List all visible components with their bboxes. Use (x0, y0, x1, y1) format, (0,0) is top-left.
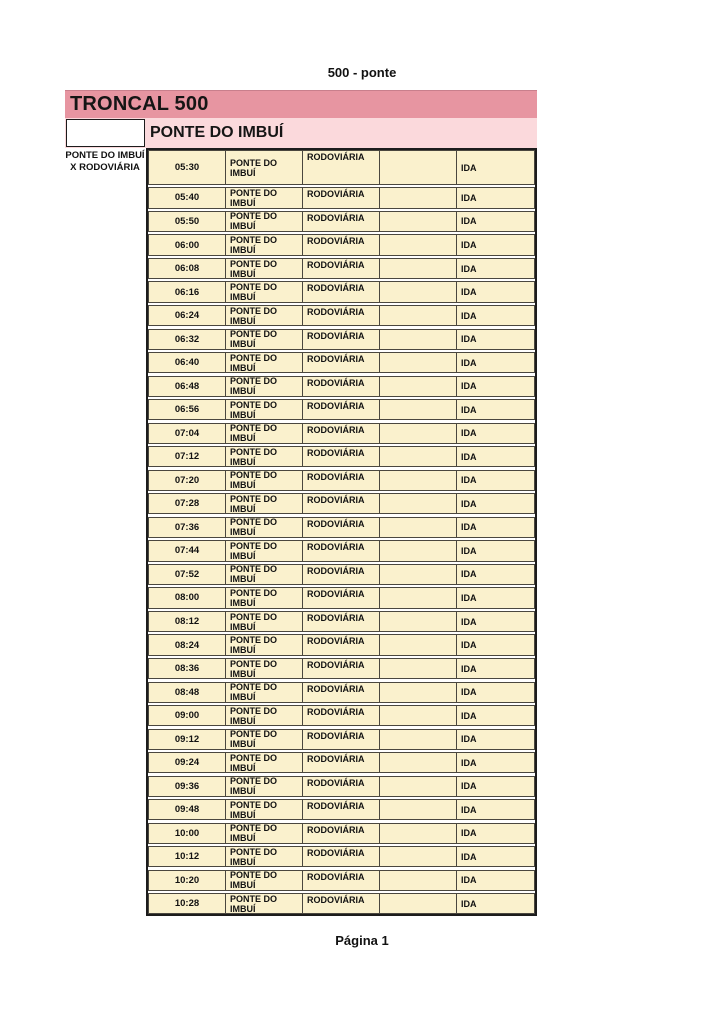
direction-cell: IDA (461, 240, 477, 250)
origin-cell: PONTE DO IMBUÍ (226, 151, 303, 184)
departure-time-cell: 06:08 (149, 259, 226, 278)
schedule-row (148, 352, 535, 373)
origin-cell: PONTE DO IMBUÍ (226, 306, 303, 325)
empty-cell (380, 424, 457, 443)
empty-cell (380, 447, 457, 466)
schedule-row (148, 258, 535, 279)
direction-cell: IDA (461, 263, 477, 274)
direction-cell: IDA (461, 710, 477, 721)
empty-cell (380, 306, 457, 325)
direction-cell: IDA (461, 804, 477, 815)
departure-time-cell: 08:48 (149, 683, 226, 702)
destination-cell: RODOVIÁRIA (303, 635, 380, 654)
departure-time-cell: 08:36 (149, 659, 226, 678)
direction-cell: IDA (461, 475, 477, 486)
schedule-row (148, 211, 535, 232)
destination-cell: RODOVIÁRIA (303, 894, 380, 913)
origin-cell: PONTE DO IMBUÍ (226, 683, 303, 702)
direction-cell: IDA (461, 781, 477, 792)
departure-time-cell: 06:16 (149, 282, 226, 301)
direction-cell: IDA (461, 404, 477, 415)
destination-cell: RODOVIÁRIA (303, 518, 380, 537)
empty-cell (380, 151, 457, 184)
departure-time-cell: 06:48 (149, 377, 226, 396)
empty-cell (380, 824, 457, 843)
origin-cell: PONTE DO IMBUÍ (226, 635, 303, 654)
schedule-row (148, 705, 535, 726)
departure-time-cell: 09:24 (149, 753, 226, 772)
destination-cell: RODOVIÁRIA (303, 730, 380, 749)
direction-cell: IDA (461, 428, 477, 439)
schedule-row (148, 799, 535, 820)
line-title-bar (65, 90, 537, 118)
destination-cell: RODOVIÁRIA (303, 800, 380, 819)
schedule-row (148, 658, 535, 679)
empty-corner-cell (66, 119, 145, 147)
departure-time-cell: 05:40 (149, 188, 226, 207)
departure-time-cell: 10:28 (149, 894, 226, 913)
origin-cell: PONTE DO IMBUÍ (226, 730, 303, 749)
empty-cell (380, 612, 457, 631)
direction-cell: IDA (461, 287, 477, 298)
schedule-row (148, 281, 535, 302)
departure-time-cell: 10:12 (149, 847, 226, 866)
departure-time-cell: 06:56 (149, 400, 226, 419)
departure-time-cell: 09:48 (149, 800, 226, 819)
empty-cell (380, 753, 457, 772)
destination-cell: RODOVIÁRIA (303, 847, 380, 866)
empty-cell (380, 494, 457, 513)
page-footer: Página 1 (335, 933, 389, 948)
destination-cell: RODOVIÁRIA (303, 824, 380, 843)
schedule-row (148, 493, 535, 514)
departure-time-cell: 05:30 (149, 151, 226, 184)
direction-cell: IDA (461, 192, 477, 203)
departure-time-cell: 06:24 (149, 306, 226, 325)
empty-cell (380, 471, 457, 490)
schedule-row (148, 823, 535, 844)
origin-cell: PONTE DO IMBUÍ (226, 612, 303, 631)
direction-cell: IDA (461, 898, 477, 909)
empty-cell (380, 541, 457, 560)
direction-cell: IDA (461, 162, 477, 173)
empty-cell (380, 730, 457, 749)
origin-cell: PONTE DO IMBUÍ (226, 565, 303, 584)
direction-cell: IDA (461, 757, 477, 768)
destination-cell: RODOVIÁRIA (303, 612, 380, 631)
schedule-row (148, 517, 535, 538)
schedule-row (148, 234, 535, 255)
schedule-row (148, 329, 535, 350)
destination-cell: RODOVIÁRIA (303, 588, 380, 607)
schedule-row (148, 470, 535, 491)
origin-cell: PONTE DO IMBUÍ (226, 235, 303, 254)
origin-cell: PONTE DO IMBUÍ (226, 400, 303, 419)
departure-time-cell: 07:04 (149, 424, 226, 443)
schedule-row (148, 752, 535, 773)
page-header-title: 500 - ponte (327, 65, 397, 80)
direction-cell: IDA (461, 545, 477, 556)
direction-cell: IDA (461, 498, 477, 509)
departure-time-cell: 10:00 (149, 824, 226, 843)
origin-cell: PONTE DO IMBUÍ (226, 588, 303, 607)
route-title: PONTE DO IMBUÍ (150, 124, 284, 141)
destination-cell: RODOVIÁRIA (303, 871, 380, 890)
schedule-table (146, 148, 537, 916)
origin-cell: PONTE DO IMBUÍ (226, 330, 303, 349)
direction-cell: IDA (461, 569, 477, 580)
empty-cell (380, 188, 457, 207)
origin-cell: PONTE DO IMBUÍ (226, 824, 303, 843)
departure-time-cell: 06:32 (149, 330, 226, 349)
origin-cell: PONTE DO IMBUÍ (226, 212, 303, 231)
destination-cell: RODOVIÁRIA (303, 565, 380, 584)
empty-cell (380, 353, 457, 372)
direction-cell: IDA (461, 663, 477, 674)
schedule-row (148, 776, 535, 797)
empty-cell (380, 588, 457, 607)
destination-cell: RODOVIÁRIA (303, 377, 380, 396)
destination-cell: RODOVIÁRIA (303, 282, 380, 301)
direction-cell: IDA (461, 875, 477, 886)
schedule-row (148, 399, 535, 420)
empty-cell (380, 330, 457, 349)
destination-cell: RODOVIÁRIA (303, 706, 380, 725)
departure-time-cell: 09:12 (149, 730, 226, 749)
origin-cell: PONTE DO IMBUÍ (226, 777, 303, 796)
origin-cell: PONTE DO IMBUÍ (226, 894, 303, 913)
destination-cell: RODOVIÁRIA (303, 259, 380, 278)
origin-cell: PONTE DO IMBUÍ (226, 447, 303, 466)
destination-cell: RODOVIÁRIA (303, 188, 380, 207)
origin-cell: PONTE DO IMBUÍ (226, 282, 303, 301)
departure-time-cell: 08:00 (149, 588, 226, 607)
schedule-row (148, 187, 535, 208)
destination-cell: RODOVIÁRIA (303, 424, 380, 443)
schedule-row (148, 870, 535, 891)
destination-cell: RODOVIÁRIA (303, 659, 380, 678)
origin-cell: PONTE DO IMBUÍ (226, 259, 303, 278)
origin-cell: PONTE DO IMBUÍ (226, 706, 303, 725)
destination-cell: RODOVIÁRIA (303, 777, 380, 796)
route-side-label: PONTE DO IMBUÍ X RODOVIÁRIA (65, 150, 145, 173)
schedule-row (148, 611, 535, 632)
destination-cell: RODOVIÁRIA (303, 541, 380, 560)
departure-time-cell: 06:40 (149, 353, 226, 372)
empty-cell (380, 659, 457, 678)
destination-cell: RODOVIÁRIA (303, 471, 380, 490)
empty-cell (380, 777, 457, 796)
empty-cell (380, 800, 457, 819)
departure-time-cell: 07:28 (149, 494, 226, 513)
schedule-row (148, 564, 535, 585)
schedule-row (148, 446, 535, 467)
departure-time-cell: 07:12 (149, 447, 226, 466)
schedule-row (148, 423, 535, 444)
departure-time-cell: 06:00 (149, 235, 226, 254)
origin-cell: PONTE DO IMBUÍ (226, 659, 303, 678)
line-title: TRONCAL 500 (70, 93, 209, 115)
origin-cell: PONTE DO IMBUÍ (226, 424, 303, 443)
destination-cell: RODOVIÁRIA (303, 151, 380, 184)
direction-cell: IDA (461, 451, 477, 462)
schedule-row (148, 846, 535, 867)
empty-cell (380, 282, 457, 301)
origin-cell: PONTE DO IMBUÍ (226, 871, 303, 890)
empty-cell (380, 377, 457, 396)
empty-cell (380, 894, 457, 913)
schedule-row (148, 376, 535, 397)
direction-cell: IDA (461, 828, 477, 839)
empty-cell (380, 683, 457, 702)
destination-cell: RODOVIÁRIA (303, 235, 380, 254)
direction-cell: IDA (461, 640, 477, 651)
destination-cell: RODOVIÁRIA (303, 683, 380, 702)
departure-time-cell: 08:12 (149, 612, 226, 631)
departure-time-cell: 05:50 (149, 212, 226, 231)
origin-cell: PONTE DO IMBUÍ (226, 518, 303, 537)
empty-cell (380, 212, 457, 231)
departure-time-cell: 07:20 (149, 471, 226, 490)
direction-cell: IDA (461, 357, 477, 368)
schedule-row (148, 729, 535, 750)
origin-cell: PONTE DO IMBUÍ (226, 800, 303, 819)
departure-time-cell: 10:20 (149, 871, 226, 890)
direction-cell: IDA (461, 334, 477, 345)
empty-cell (380, 235, 457, 254)
schedule-row (148, 682, 535, 703)
origin-cell: PONTE DO IMBUÍ (226, 541, 303, 560)
direction-cell: IDA (461, 381, 477, 392)
schedule-row (148, 540, 535, 561)
schedule-row (148, 150, 535, 185)
direction-cell: IDA (461, 687, 477, 698)
origin-cell: PONTE DO IMBUÍ (226, 353, 303, 372)
destination-cell: RODOVIÁRIA (303, 447, 380, 466)
empty-cell (380, 635, 457, 654)
origin-cell: PONTE DO IMBUÍ (226, 188, 303, 207)
origin-cell: PONTE DO IMBUÍ (226, 471, 303, 490)
schedule-row (148, 634, 535, 655)
departure-time-cell: 07:44 (149, 541, 226, 560)
origin-cell: PONTE DO IMBUÍ (226, 377, 303, 396)
direction-cell: IDA (461, 734, 477, 745)
direction-cell: IDA (461, 522, 477, 533)
origin-cell: PONTE DO IMBUÍ (226, 494, 303, 513)
direction-cell: IDA (461, 310, 477, 321)
direction-cell: IDA (461, 216, 477, 227)
schedule-row (148, 587, 535, 608)
empty-cell (380, 847, 457, 866)
empty-cell (380, 400, 457, 419)
departure-time-cell: 07:36 (149, 518, 226, 537)
origin-cell: PONTE DO IMBUÍ (226, 753, 303, 772)
schedule-row (148, 305, 535, 326)
destination-cell: RODOVIÁRIA (303, 212, 380, 231)
destination-cell: RODOVIÁRIA (303, 753, 380, 772)
origin-cell: PONTE DO IMBUÍ (226, 847, 303, 866)
departure-time-cell: 09:36 (149, 777, 226, 796)
direction-cell: IDA (461, 616, 477, 627)
departure-time-cell: 07:52 (149, 565, 226, 584)
empty-cell (380, 259, 457, 278)
destination-cell: RODOVIÁRIA (303, 330, 380, 349)
schedule-row (148, 893, 535, 914)
destination-cell: RODOVIÁRIA (303, 400, 380, 419)
departure-time-cell: 09:00 (149, 706, 226, 725)
empty-cell (380, 518, 457, 537)
empty-cell (380, 565, 457, 584)
destination-cell: RODOVIÁRIA (303, 494, 380, 513)
destination-cell: RODOVIÁRIA (303, 306, 380, 325)
direction-cell: IDA (461, 851, 477, 862)
departure-time-cell: 08:24 (149, 635, 226, 654)
direction-cell: IDA (461, 592, 477, 603)
empty-cell (380, 871, 457, 890)
empty-cell (380, 706, 457, 725)
destination-cell: RODOVIÁRIA (303, 353, 380, 372)
